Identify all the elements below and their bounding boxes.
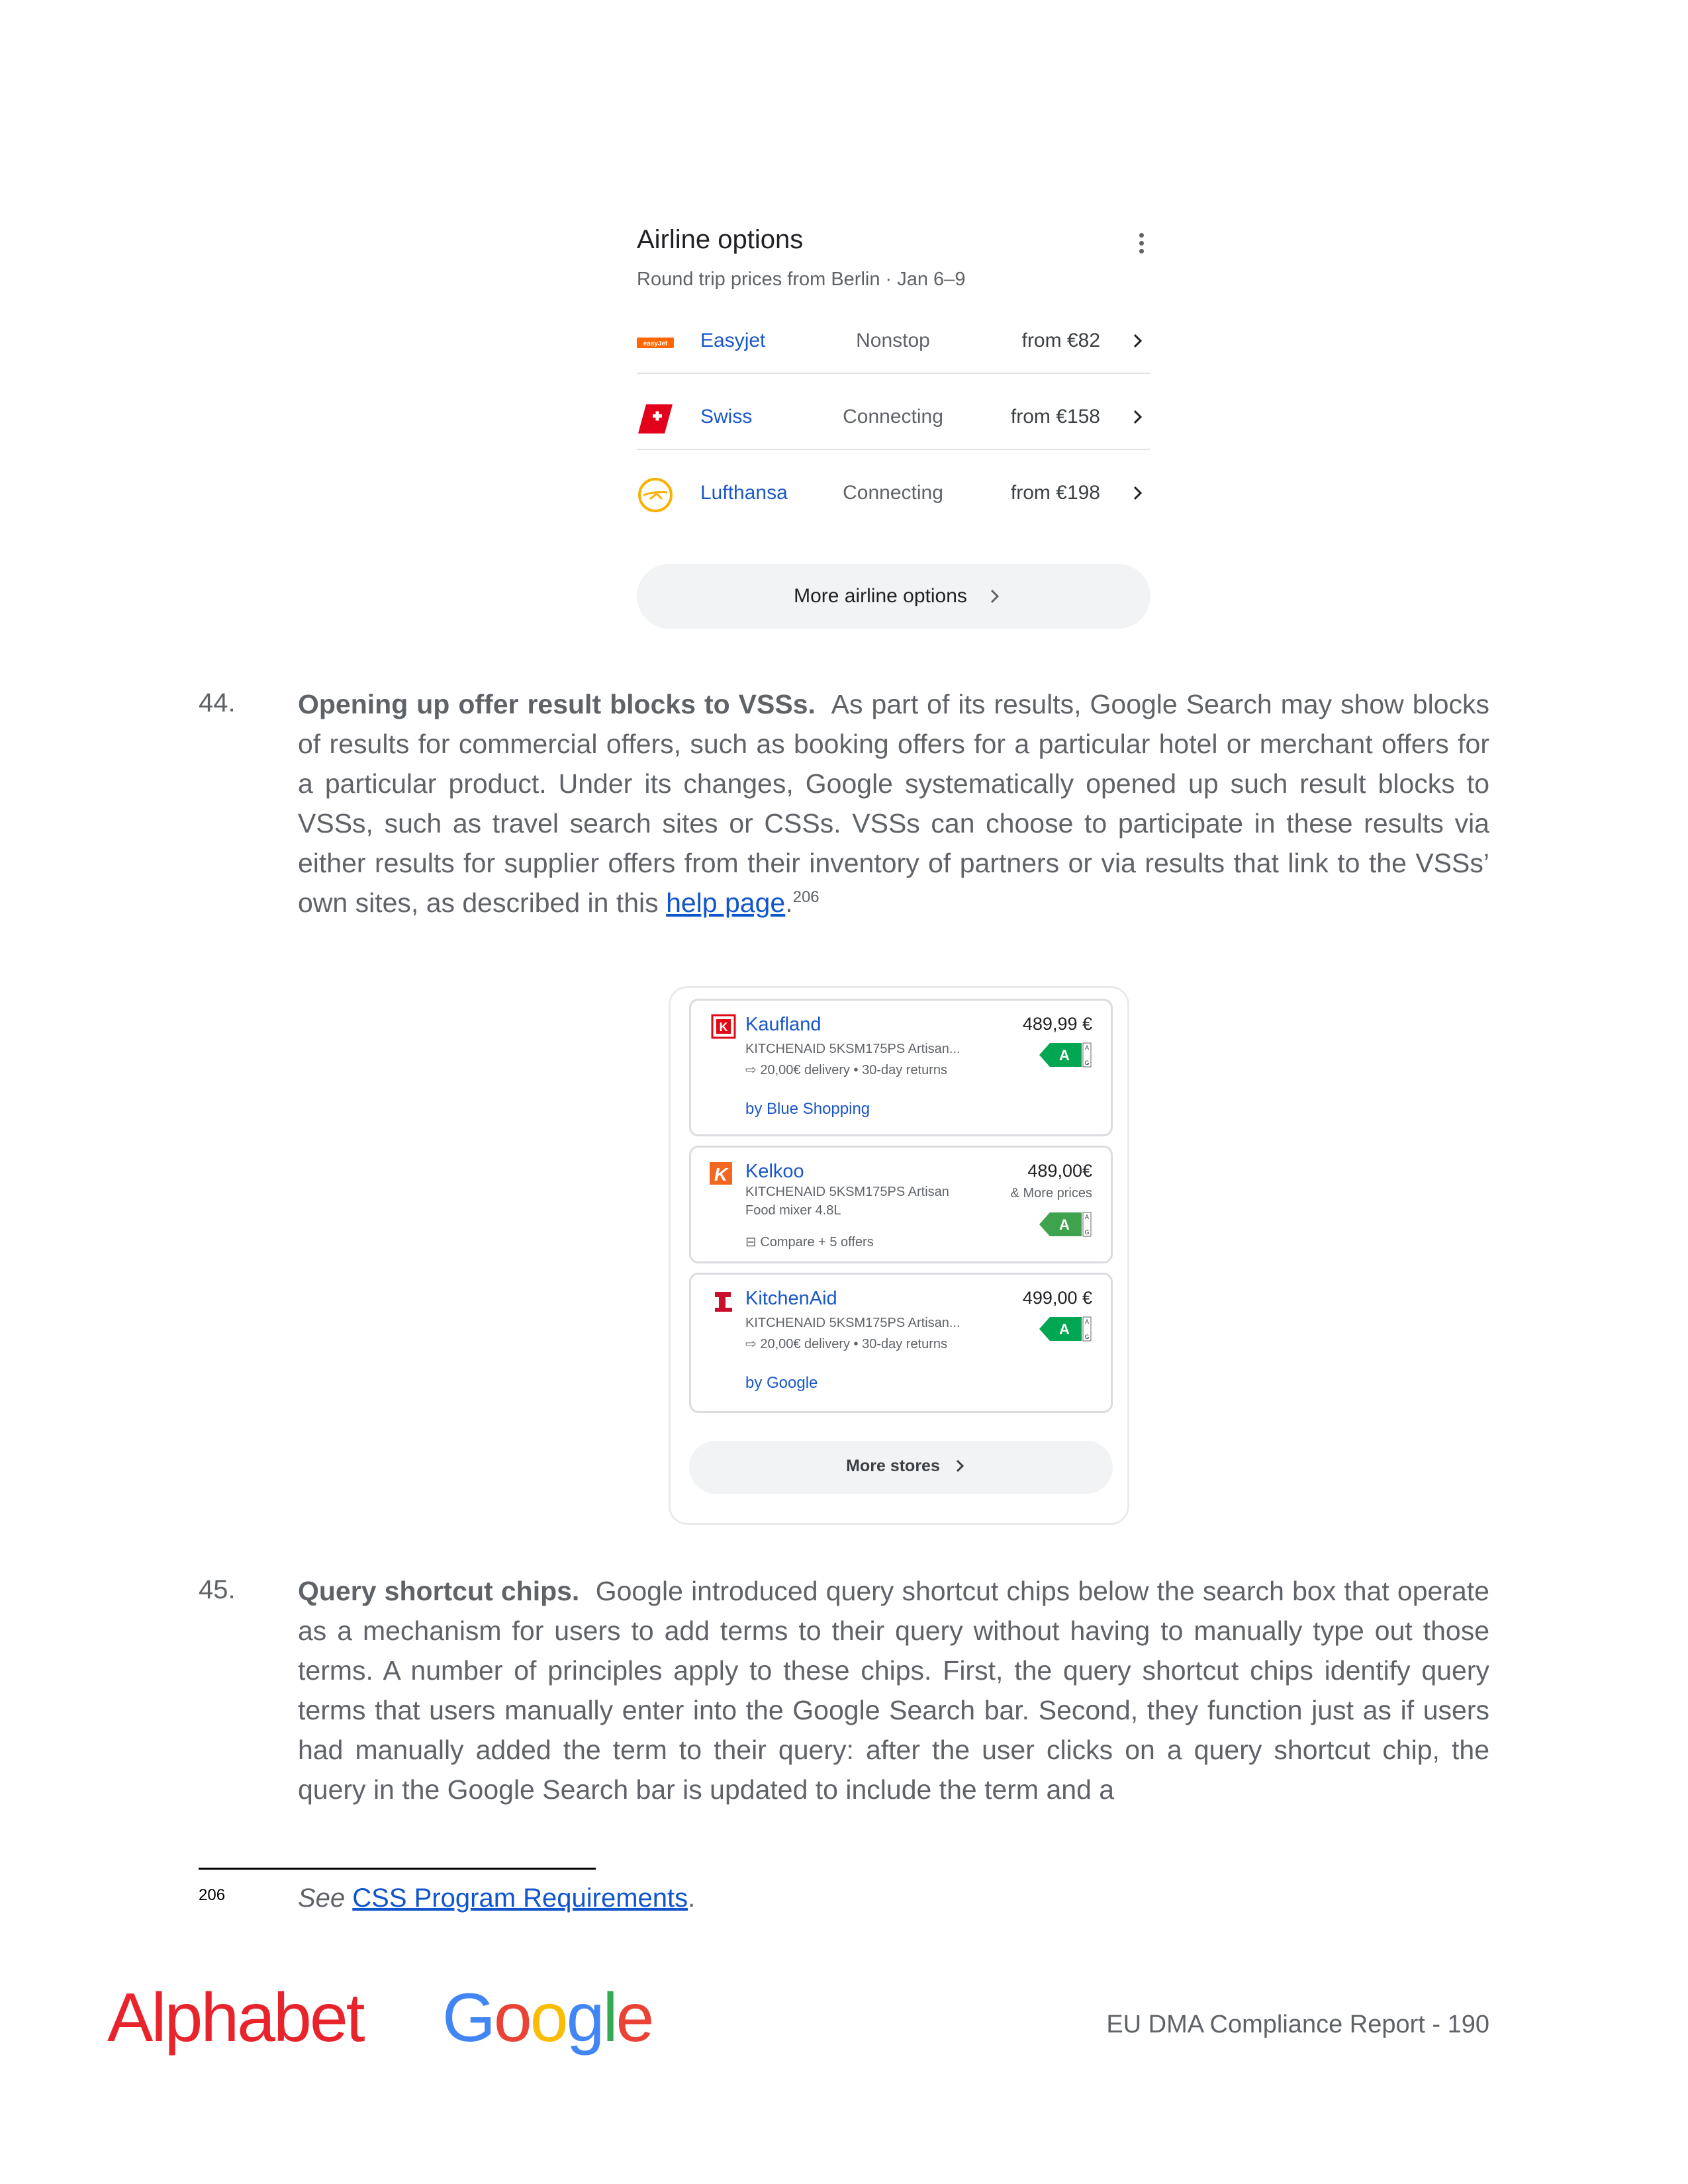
google-logo-letter: e bbox=[616, 1979, 653, 2056]
airline-price: from €82 bbox=[1021, 330, 1100, 351]
more-airline-options-label: More airline options bbox=[794, 585, 967, 607]
paragraph-number: 44. bbox=[199, 688, 236, 717]
product-name: KITCHENAID 5KSM175PS Artisan... bbox=[745, 1316, 961, 1330]
more-stores-button[interactable] bbox=[689, 1441, 1113, 1494]
google-logo-letter: l bbox=[602, 1979, 616, 2056]
more-vert-icon[interactable] bbox=[1135, 230, 1148, 259]
delivery-info: ⇨ 20,00€ delivery • 30-day returns bbox=[745, 1063, 948, 1077]
svg-text:A: A bbox=[1059, 1047, 1070, 1064]
energy-label-icon bbox=[1039, 1314, 1092, 1343]
offer-kaufland[interactable] bbox=[689, 999, 1113, 1136]
delivery-info: ⇨ 20,00€ delivery • 30-day returns bbox=[745, 1337, 948, 1351]
google-logo-letter: o bbox=[493, 1979, 530, 2056]
alphabet-logo: Alphabet bbox=[107, 1979, 363, 2056]
punctuation: . bbox=[688, 1884, 696, 1913]
more-airline-options-button[interactable] bbox=[637, 564, 1150, 629]
svg-text:A: A bbox=[1084, 1044, 1090, 1051]
compare-icon: ⊟ bbox=[745, 1235, 761, 1250]
store-name: Kelkoo bbox=[745, 1161, 804, 1182]
chevron-right-icon bbox=[954, 1458, 966, 1474]
airline-stops: Nonstop bbox=[856, 330, 930, 351]
lufthansa-logo-icon bbox=[637, 477, 674, 514]
svg-text:G: G bbox=[1084, 1060, 1090, 1066]
airline-name: Swiss bbox=[700, 406, 753, 428]
paragraph-44 bbox=[298, 684, 1489, 923]
google-logo-letter: g bbox=[566, 1979, 603, 2056]
airline-stops: Connecting bbox=[843, 406, 943, 428]
kitchenaid-logo-icon bbox=[711, 1288, 736, 1313]
seller-label: by Blue Shopping bbox=[745, 1100, 870, 1118]
svg-text:A: A bbox=[1084, 1214, 1090, 1220]
chevron-right-icon bbox=[1129, 332, 1147, 349]
airline-row-lufthansa[interactable] bbox=[637, 450, 1150, 526]
more-prices-label: & More prices bbox=[1010, 1186, 1092, 1201]
swiss-logo-icon bbox=[637, 400, 674, 437]
svg-text:easyJet: easyJet bbox=[643, 340, 668, 347]
footnote-divider bbox=[199, 1868, 596, 1870]
svg-text:G: G bbox=[1084, 1334, 1090, 1340]
seller-label: by Google bbox=[745, 1374, 818, 1392]
energy-label-icon bbox=[1039, 1040, 1092, 1069]
more-stores-label: More stores bbox=[846, 1457, 940, 1475]
airline-options-subtitle: Round trip prices from Berlin · Jan 6–9 bbox=[637, 269, 966, 290]
css-program-requirements-link[interactable]: CSS Program Requirements bbox=[352, 1884, 688, 1913]
footnote-ref[interactable]: 206 bbox=[792, 888, 820, 906]
svg-text:A: A bbox=[1059, 1216, 1070, 1233]
svg-text:K: K bbox=[719, 1021, 728, 1034]
paragraph-heading: Query shortcut chips. bbox=[298, 1576, 580, 1606]
airline-row-swiss[interactable] bbox=[637, 374, 1150, 450]
airline-name: Easyjet bbox=[700, 330, 766, 351]
kaufland-logo-icon bbox=[711, 1014, 736, 1039]
delivery-truck-icon: ⇨ bbox=[745, 1337, 761, 1351]
store-name: KitchenAid bbox=[745, 1288, 837, 1309]
airline-row-easyjet[interactable] bbox=[637, 298, 1150, 374]
offer-price: 499,00 € bbox=[1022, 1288, 1092, 1308]
svg-text:G: G bbox=[1084, 1229, 1090, 1236]
google-logo-letter: o bbox=[530, 1979, 567, 2056]
product-name-line2: Food mixer 4.8L bbox=[745, 1203, 841, 1218]
airline-price: from €198 bbox=[1010, 482, 1100, 504]
help-page-link[interactable]: help page bbox=[666, 887, 786, 918]
punctuation: . bbox=[785, 887, 793, 918]
offer-price: 489,00€ bbox=[1027, 1161, 1092, 1181]
paragraph-45 bbox=[298, 1571, 1489, 1809]
product-name: KITCHENAID 5KSM175PS Artisan bbox=[745, 1185, 949, 1199]
page-footer-label: EU DMA Compliance Report - 190 bbox=[1106, 2011, 1489, 2038]
store-offers-card bbox=[669, 986, 1129, 1525]
paragraph-heading: Opening up offer result blocks to VSSs. bbox=[298, 689, 816, 719]
svg-text:K: K bbox=[714, 1164, 728, 1185]
delivery-truck-icon: ⇨ bbox=[745, 1063, 761, 1077]
footnote-text bbox=[298, 1884, 695, 1913]
airline-price: from €158 bbox=[1010, 406, 1100, 428]
store-name: Kaufland bbox=[745, 1014, 821, 1035]
airline-options-title: Airline options bbox=[637, 225, 804, 254]
svg-text:A: A bbox=[1059, 1321, 1070, 1338]
offer-kelkoo[interactable] bbox=[689, 1146, 1113, 1263]
compare-offers: ⊟ Compare + 5 offers bbox=[745, 1235, 874, 1250]
chevron-right-icon bbox=[988, 588, 1002, 605]
google-logo-letter: G bbox=[442, 1979, 494, 2056]
easyjet-logo-icon bbox=[637, 324, 674, 361]
google-logo bbox=[442, 1979, 652, 2058]
airline-options-card bbox=[637, 225, 1150, 635]
airline-name: Lufthansa bbox=[700, 482, 788, 504]
airline-stops: Connecting bbox=[843, 482, 943, 504]
product-name: KITCHENAID 5KSM175PS Artisan... bbox=[745, 1042, 961, 1056]
chevron-right-icon bbox=[1129, 484, 1147, 502]
footnote-number: 206 bbox=[199, 1886, 226, 1904]
kelkoo-logo-icon bbox=[708, 1161, 733, 1186]
footnote-see: See bbox=[298, 1884, 346, 1913]
offer-price: 489,99 € bbox=[1022, 1014, 1092, 1034]
paragraph-text: Google introduced query shortcut chips below the search box that operate as a mechanism for users to add terms to their query without having to manually type out those terms. A number of principles apply to these chips. First, the query shortcut chips identify query terms that users manually enter into the Google Search bar. Second, they function just as if users had manually added the term to their query: after the user clicks on a query shortcut chip, the query in the Google Search bar is updated to include the term and a bbox=[298, 1576, 1489, 1805]
chevron-right-icon bbox=[1129, 408, 1147, 426]
paragraph-number: 45. bbox=[199, 1575, 236, 1604]
paragraph-text: As part of its results, Google Search may show blocks of results for commercial offers, such as booking offers for a particular hotel or merchant offers for a particular product. Under its changes, Google systematically opened up such result blocks to VSSs, such as travel search sites or CSSs. VSSs can choose to participate in these results via either results for supplier offers from their inventory of partners or via results that link to the VSSs’ own sites, as described in this bbox=[298, 689, 1489, 918]
energy-label-icon bbox=[1039, 1210, 1092, 1239]
svg-text:A: A bbox=[1084, 1318, 1090, 1325]
offer-kitchenaid[interactable] bbox=[689, 1273, 1113, 1413]
